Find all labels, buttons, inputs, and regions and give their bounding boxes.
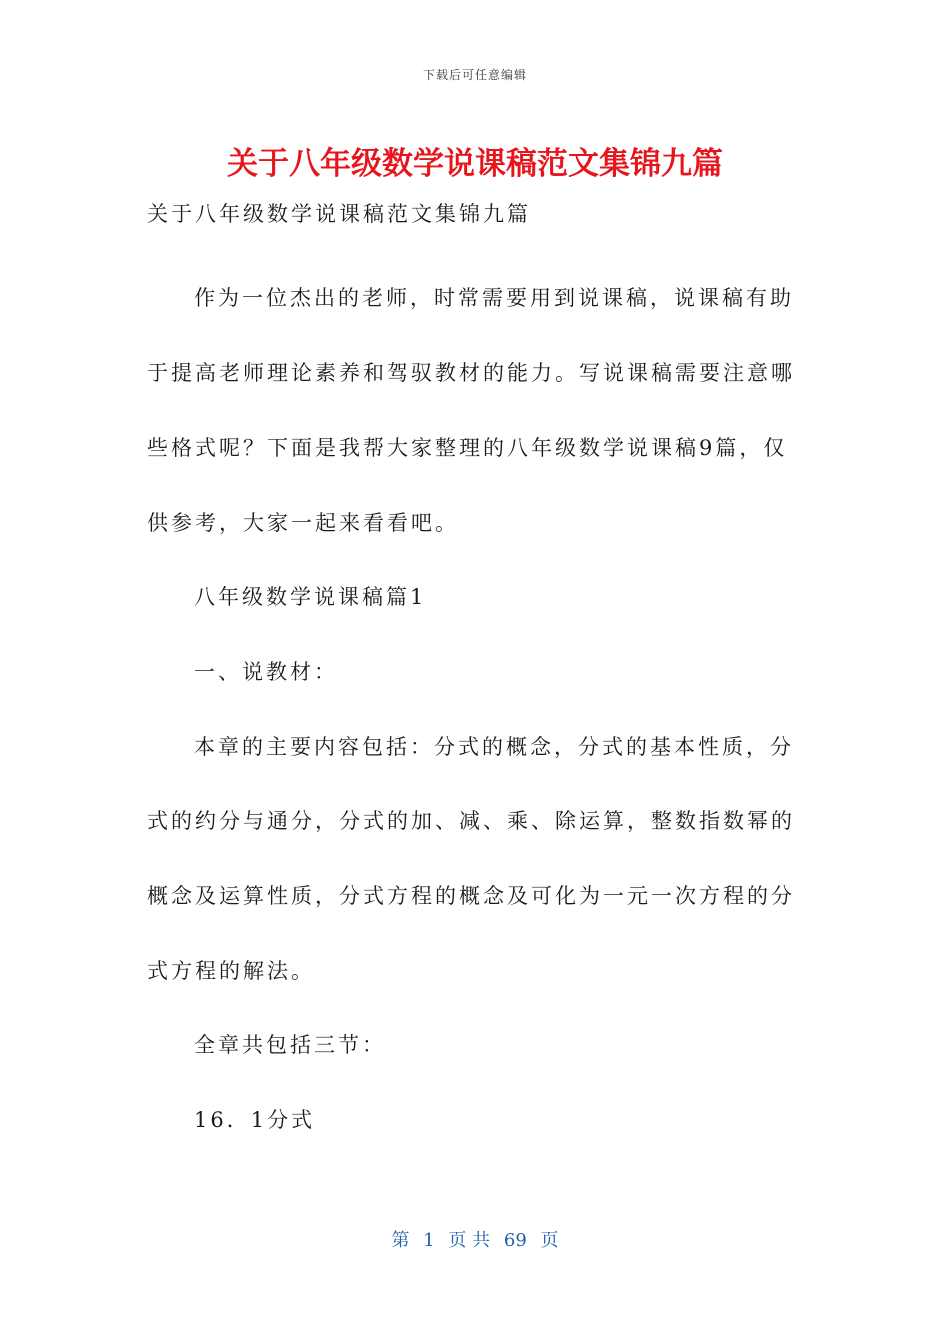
page-footer — [0, 1226, 950, 1252]
section-subheading: 一、说教材： — [194, 660, 338, 684]
footer-current-page: 1 — [423, 1230, 435, 1251]
paragraph-line: 概念及运算性质，分式方程的概念及可化为一元一次方程的分 — [147, 884, 795, 908]
footer-suffix: 页 — [540, 1230, 559, 1251]
paragraph-line: 式方程的解法。 — [147, 959, 315, 983]
footer-total-pages: 69 — [503, 1230, 527, 1251]
paragraph-line: 于提高老师理论素养和驾驭教材的能力。写说课稿需要注意哪 — [147, 361, 795, 385]
paragraph-line: 供参考，大家一起来看看吧。 — [147, 511, 459, 535]
paragraph-line: 些格式呢？下面是我帮大家整理的八年级数学说课稿9篇，仅 — [147, 436, 788, 460]
paragraph-line: 16．1分式 — [194, 1108, 316, 1132]
document-title: 关于八年级数学说课稿范文集锦九篇 — [227, 146, 723, 182]
section-heading: 八年级数学说课稿篇1 — [194, 585, 427, 609]
subtitle-line: 关于八年级数学说课稿范文集锦九篇 — [147, 202, 531, 226]
paragraph-line: 本章的主要内容包括：分式的概念，分式的基本性质，分 — [194, 735, 794, 759]
paragraph-line: 全章共包括三节： — [194, 1033, 386, 1057]
paragraph-line: 式的约分与通分，分式的加、减、乘、除运算，整数指数幂的 — [147, 809, 795, 833]
footer-middle: 页 共 — [448, 1230, 491, 1251]
paragraph-line: 作为一位杰出的老师，时常需要用到说课稿，说课稿有助 — [194, 286, 794, 310]
footer-prefix: 第 — [391, 1230, 410, 1251]
header-note: 下载后可任意编辑 — [422, 68, 527, 82]
